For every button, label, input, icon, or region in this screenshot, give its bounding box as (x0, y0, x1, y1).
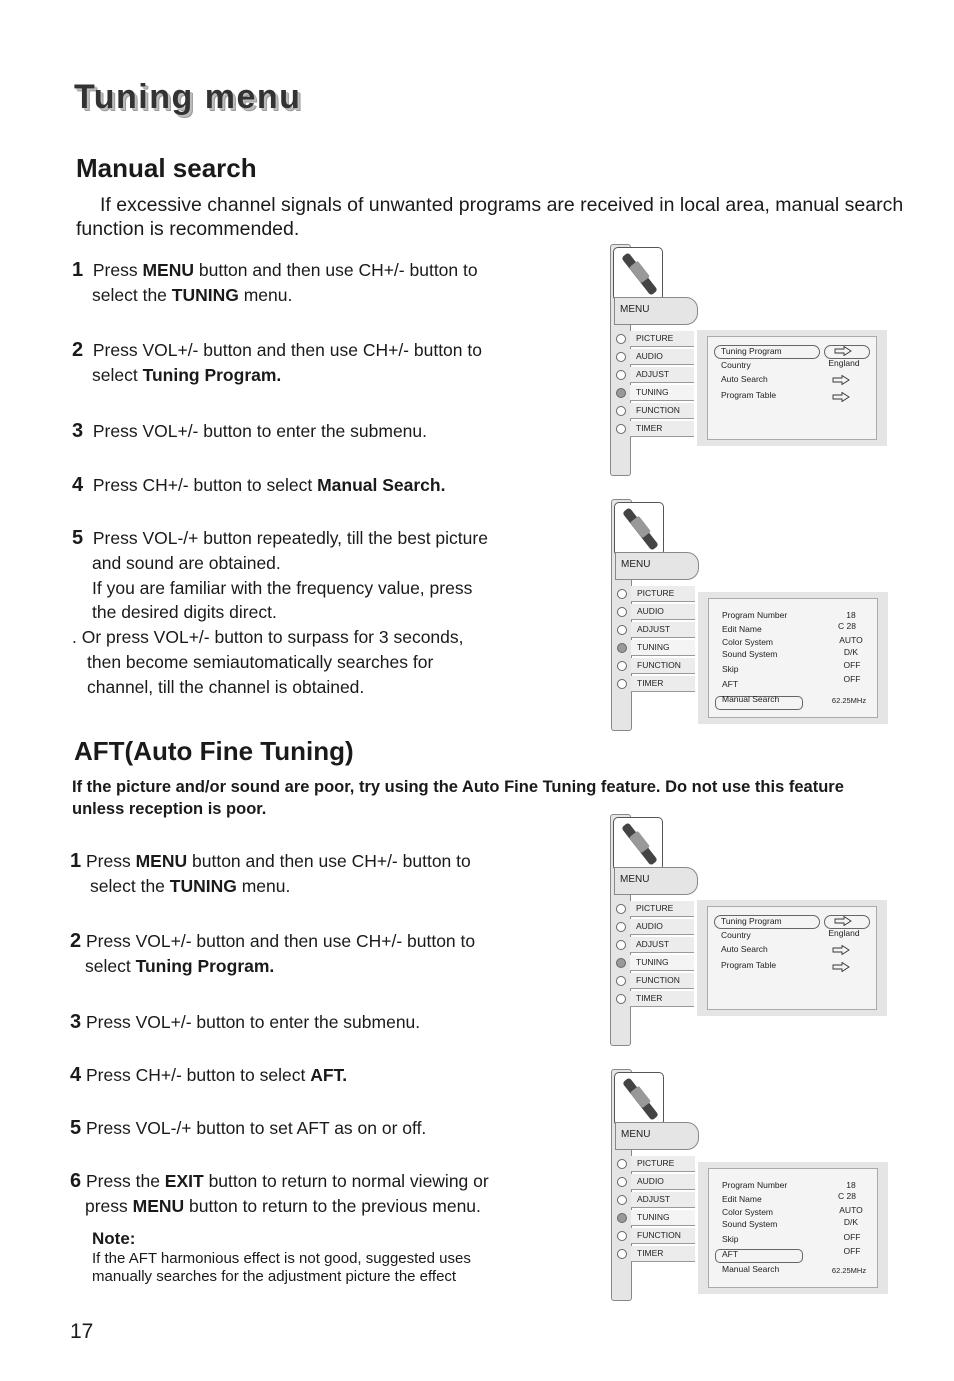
program-menu-panel-2 (611, 1069, 911, 1299)
row-sound-system[interactable]: Sound System (722, 1219, 778, 1229)
row-skip[interactable]: Skip (722, 664, 739, 674)
value-aft: OFF (843, 1246, 861, 1256)
value-edit-name: C 28 (838, 1191, 856, 1201)
value-sound-system: D/K (843, 1217, 859, 1227)
menu-item-audio[interactable]: AUDIO (630, 348, 694, 366)
submenu-row-auto-search[interactable]: Auto Search (721, 374, 768, 384)
value-program-number: 18 (846, 610, 856, 620)
menu-item-function[interactable]: FUNCTION (630, 972, 694, 990)
submenu-row-program-table[interactable]: Program Table (721, 960, 777, 970)
program-menu-panel-1 (611, 499, 911, 729)
row-color-system[interactable]: Color System (722, 637, 774, 647)
note-heading: Note: (92, 1229, 136, 1248)
menu-item-picture[interactable]: PICTURE (631, 1155, 695, 1173)
arrow-right-icon (834, 916, 852, 926)
row-sound-system[interactable]: Sound System (722, 649, 778, 659)
aft-heading: AFT(Auto Fine Tuning) (74, 736, 354, 766)
menu-item-audio[interactable]: AUDIO (631, 1173, 695, 1191)
page-number: 17 (70, 1320, 94, 1343)
menu-item-adjust[interactable]: ADJUST (630, 366, 694, 384)
remote-icon (613, 247, 663, 301)
menu-items (630, 900, 694, 1008)
row-program-number[interactable]: Program Number (722, 610, 788, 620)
row-color-system[interactable]: Color System (722, 1207, 774, 1217)
tuning-submenu (697, 900, 887, 1016)
value-skip: OFF (843, 660, 861, 670)
value-sound-system: D/K (843, 647, 859, 657)
tuning-submenu (697, 330, 887, 446)
submenu-row-auto-search[interactable]: Auto Search (721, 944, 768, 954)
menu-item-tuning[interactable]: TUNING (630, 384, 694, 402)
page-title: Tuning menu (74, 78, 302, 116)
row-aft[interactable]: AFT (722, 1249, 739, 1259)
menu-tab[interactable]: MENU (615, 1122, 699, 1150)
program-submenu (698, 592, 888, 724)
arrow-right-icon (834, 346, 852, 356)
menu-item-function[interactable]: FUNCTION (630, 402, 694, 420)
value-edit-name: C 28 (838, 621, 856, 631)
menu-item-adjust[interactable]: ADJUST (630, 936, 694, 954)
row-manual-search[interactable]: Manual Search (722, 1264, 780, 1274)
menu-tab[interactable]: MENU (615, 552, 699, 580)
note-body: If the AFT harmonious effect is not good, suggested uses manually searches for the adjustment picture the effect (92, 1250, 471, 1285)
aft-step-6: 6 Press the EXIT button to return to normal viewing or press MENU button to return to the previous menu. (70, 1170, 489, 1216)
menu-item-timer[interactable]: TIMER (630, 420, 694, 438)
aft-step-5: 5 Press VOL-/+ button to set AFT as on or off. (70, 1117, 427, 1139)
menu-item-picture[interactable]: PICTURE (630, 900, 694, 918)
value-frequency: 62.25MHz (831, 1266, 867, 1275)
menu-item-function[interactable]: FUNCTION (631, 657, 695, 675)
arrow-right-icon (832, 392, 850, 402)
aft-step-3: 3 Press VOL+/- button to enter the submenu. (70, 1011, 421, 1033)
ms-step-2: 2 Press VOL+/- button and then use CH+/- button to select Tuning Program. (72, 339, 482, 385)
submenu-row-country[interactable]: Country (721, 930, 751, 940)
menu-item-timer[interactable]: TIMER (631, 1245, 695, 1263)
arrow-right-icon (832, 962, 850, 972)
row-program-number[interactable]: Program Number (722, 1180, 788, 1190)
row-aft[interactable]: AFT (722, 679, 739, 689)
menu-item-timer[interactable]: TIMER (630, 990, 694, 1008)
row-edit-name[interactable]: Edit Name (722, 624, 762, 634)
manual-search-intro: If excessive channel signals of unwanted programs are received in local area, manual search function is recommended. (76, 194, 904, 240)
value-frequency: 62.25MHz (831, 696, 867, 705)
tuning-menu-panel-2 (610, 814, 910, 1044)
menu-item-function[interactable]: FUNCTION (631, 1227, 695, 1245)
manual-search-heading: Manual search (76, 153, 257, 183)
ms-step-3: 3 Press VOL+/- button to enter the submenu. (72, 420, 428, 442)
submenu-row-country[interactable]: Country (721, 360, 751, 370)
aft-step-4: 4 Press CH+/- button to select AFT. (70, 1064, 348, 1086)
menu-item-picture[interactable]: PICTURE (631, 585, 695, 603)
menu-items (630, 330, 694, 438)
menu-items (631, 1155, 695, 1263)
submenu-row-tuning-program[interactable]: Tuning Program (721, 916, 782, 926)
tuning-menu-panel-1 (610, 244, 910, 474)
value-skip: OFF (843, 1232, 861, 1242)
ms-step-1: 1 Press MENU button and then use CH+/- button to select the TUNING menu. (72, 259, 478, 305)
submenu-row-tuning-program[interactable]: Tuning Program (721, 346, 782, 356)
menu-tab[interactable]: MENU (614, 297, 698, 325)
menu-items (631, 585, 695, 693)
menu-item-adjust[interactable]: ADJUST (631, 621, 695, 639)
menu-item-adjust[interactable]: ADJUST (631, 1191, 695, 1209)
row-skip[interactable]: Skip (722, 1234, 739, 1244)
row-edit-name[interactable]: Edit Name (722, 1194, 762, 1204)
value-color-system: AUTO (839, 635, 863, 645)
menu-item-audio[interactable]: AUDIO (630, 918, 694, 936)
program-submenu (698, 1162, 888, 1294)
menu-item-audio[interactable]: AUDIO (631, 603, 695, 621)
menu-item-tuning[interactable]: TUNING (631, 1209, 695, 1227)
menu-item-tuning[interactable]: TUNING (631, 639, 695, 657)
remote-icon (614, 502, 664, 556)
aft-warning: If the picture and/or sound are poor, try using the Auto Fine Tuning feature. Do not use this feature unless reception is poor. (72, 778, 844, 818)
remote-icon (613, 817, 663, 871)
aft-step-1: 1 Press MENU button and then use CH+/- button to select the TUNING menu. (70, 850, 471, 896)
value-aft: OFF (843, 674, 861, 684)
menu-item-timer[interactable]: TIMER (631, 675, 695, 693)
value-color-system: AUTO (839, 1205, 863, 1215)
value-program-number: 18 (846, 1180, 856, 1190)
remote-icon (614, 1072, 664, 1126)
country-value: England (828, 928, 860, 938)
arrow-right-icon (832, 375, 850, 385)
menu-item-picture[interactable]: PICTURE (630, 330, 694, 348)
ms-step-4: 4 Press CH+/- button to select Manual Search. (72, 474, 446, 496)
arrow-right-icon (832, 945, 850, 955)
ms-step-5: 5 Press VOL-/+ button repeatedly, till the best picture and sound are obtained. If you are familiar with the frequency value, press the desired digits direct. . Or press VOL+/- button to surpass for 3 seconds, then become semiautomatically searches for channel, till the channel is obtained. (72, 527, 488, 697)
submenu-row-program-table[interactable]: Program Table (721, 390, 777, 400)
menu-item-tuning[interactable]: TUNING (630, 954, 694, 972)
aft-step-2: 2 Press VOL+/- button and then use CH+/- button to select Tuning Program. (70, 930, 476, 976)
row-manual-search[interactable]: Manual Search (722, 694, 780, 704)
menu-tab[interactable]: MENU (614, 867, 698, 895)
country-value: England (828, 358, 860, 368)
